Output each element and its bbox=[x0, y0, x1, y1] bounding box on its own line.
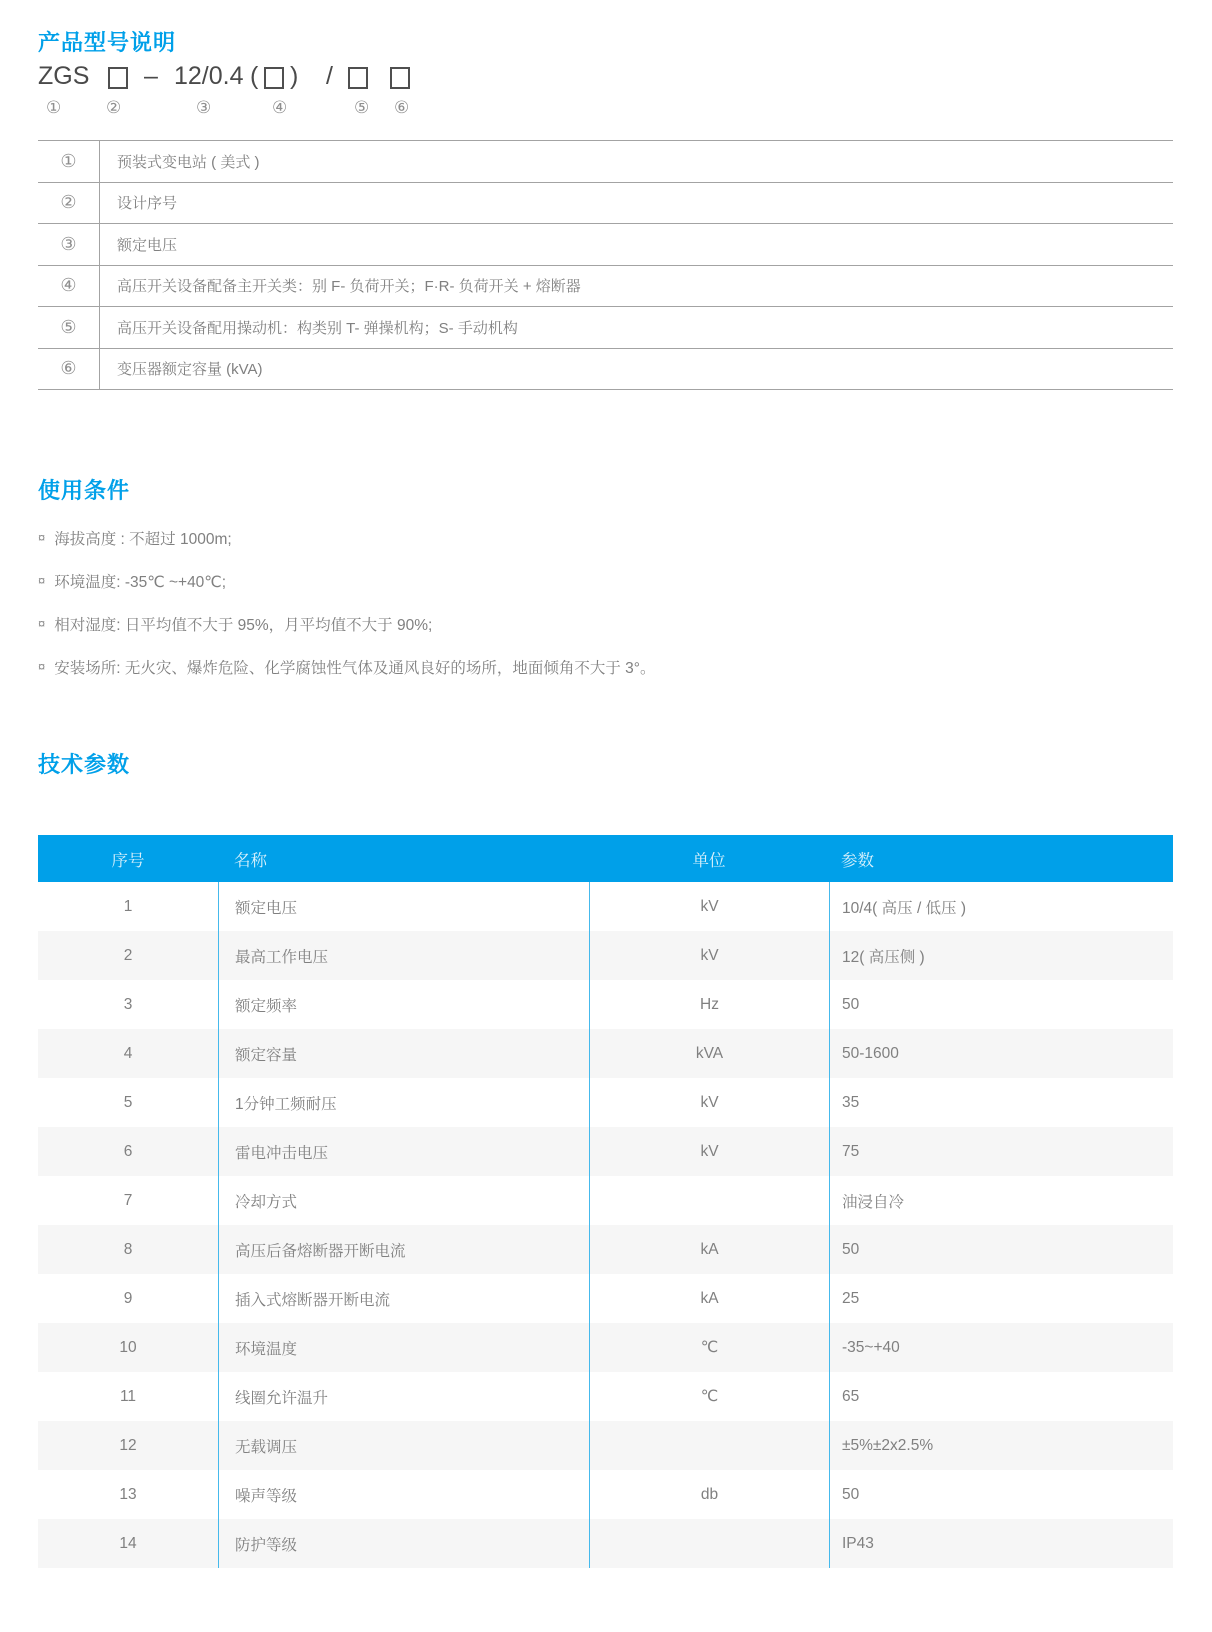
model-legend-row bbox=[38, 224, 1173, 266]
model-code-markers bbox=[38, 98, 638, 122]
cell-name: 线圈允许温升 bbox=[218, 1372, 589, 1421]
header-value: 参数 bbox=[841, 851, 874, 870]
marker-1: ① bbox=[46, 98, 62, 117]
model-legend-row bbox=[38, 183, 1173, 225]
cell-unit: ℃ bbox=[589, 1372, 829, 1421]
cell-name: 1分钟工频耐压 bbox=[218, 1078, 589, 1127]
table-row bbox=[38, 1127, 1173, 1176]
cell-value: 50 bbox=[829, 980, 1173, 1029]
cell-name: 高压后备熔断器开断电流 bbox=[218, 1225, 589, 1274]
cell-unit: kV bbox=[589, 1078, 829, 1127]
table-row bbox=[38, 1323, 1173, 1372]
conditions-list bbox=[38, 516, 1138, 688]
legend-number: ⑥ bbox=[38, 349, 100, 390]
cell-no: 12 bbox=[119, 1436, 137, 1454]
cell-name: 噪声等级 bbox=[218, 1470, 589, 1519]
table-row bbox=[38, 1078, 1173, 1127]
legend-number: ① bbox=[38, 141, 100, 182]
cell-no: 9 bbox=[123, 1289, 133, 1307]
bullet-icon: ¤ bbox=[38, 530, 46, 545]
cell-unit: kV bbox=[589, 931, 829, 980]
model-legend-row bbox=[38, 349, 1173, 391]
marker-6: ⑥ bbox=[394, 98, 410, 117]
legend-description: 变压器额定容量 (kVA) bbox=[117, 361, 263, 379]
cell-value: IP43 bbox=[829, 1519, 1173, 1568]
cell-name: 无载调压 bbox=[218, 1421, 589, 1470]
cell-name: 防护等级 bbox=[218, 1519, 589, 1568]
cell-value: 50 bbox=[829, 1470, 1173, 1519]
cell-value: 50-1600 bbox=[829, 1029, 1173, 1078]
cell-value: 25 bbox=[829, 1274, 1173, 1323]
cell-name: 环境温度 bbox=[218, 1323, 589, 1372]
model-code-dash: – bbox=[144, 62, 158, 90]
marker-2: ② bbox=[106, 98, 122, 117]
cell-no: 10 bbox=[119, 1338, 137, 1356]
placeholder-box-icon bbox=[390, 67, 410, 89]
cell-no: 3 bbox=[123, 995, 133, 1013]
cell-value: 12( 高压侧 ) bbox=[829, 931, 1173, 980]
marker-3: ③ bbox=[196, 98, 212, 117]
cell-value: 50 bbox=[829, 1225, 1173, 1274]
condition-text: 安装场所: 无火灾、爆炸危险、化学腐蚀性气体及通风良好的场所，地面倾角不大于 3°。 bbox=[54, 659, 656, 677]
cell-name: 额定电压 bbox=[218, 882, 589, 931]
cell-name: 最高工作电压 bbox=[218, 931, 589, 980]
cell-unit: kV bbox=[589, 1127, 829, 1176]
cell-no: 11 bbox=[119, 1387, 137, 1405]
model-legend-table bbox=[38, 140, 1173, 390]
header-name: 名称 bbox=[234, 851, 267, 870]
cell-no: 8 bbox=[123, 1240, 133, 1258]
cell-unit: kVA bbox=[589, 1029, 829, 1078]
cell-unit: ℃ bbox=[589, 1323, 829, 1372]
cell-no: 6 bbox=[123, 1142, 133, 1160]
model-legend-row bbox=[38, 266, 1173, 308]
table-row bbox=[38, 882, 1173, 931]
condition-text: 海拔高度 : 不超过 1000m; bbox=[54, 530, 232, 548]
marker-5: ⑤ bbox=[354, 98, 370, 117]
table-row bbox=[38, 1029, 1173, 1078]
model-legend-row bbox=[38, 141, 1173, 183]
legend-description: 额定电压 bbox=[117, 236, 178, 254]
legend-number: ⑤ bbox=[38, 307, 100, 348]
bullet-icon: ¤ bbox=[38, 573, 46, 588]
model-code-close-paren: ) bbox=[290, 62, 299, 90]
cell-unit: kA bbox=[589, 1225, 829, 1274]
condition-text: 相对湿度: 日平均值不大于 95%，月平均值不大于 90%; bbox=[54, 616, 433, 634]
model-code-prefix: ZGS bbox=[38, 62, 90, 90]
cell-no: 13 bbox=[119, 1485, 137, 1503]
cell-value: -35~+40 bbox=[829, 1323, 1173, 1372]
table-row bbox=[38, 1225, 1173, 1274]
cell-value: 65 bbox=[829, 1372, 1173, 1421]
conditions-section-title: 使用条件 bbox=[38, 478, 131, 503]
table-row bbox=[38, 1372, 1173, 1421]
model-code-open-paren: ( bbox=[250, 62, 259, 90]
placeholder-box-icon bbox=[108, 67, 128, 89]
params-section-title: 技术参数 bbox=[38, 752, 131, 777]
model-code-rating: 12/0.4 bbox=[174, 62, 244, 90]
cell-no: 4 bbox=[123, 1044, 133, 1062]
bullet-icon: ¤ bbox=[38, 659, 46, 674]
cell-unit: kA bbox=[589, 1274, 829, 1323]
table-row bbox=[38, 1519, 1173, 1568]
cell-unit: kV bbox=[589, 882, 829, 931]
model-legend-row bbox=[38, 307, 1173, 349]
cell-no: 7 bbox=[123, 1191, 133, 1209]
table-row bbox=[38, 1470, 1173, 1519]
legend-description: 设计序号 bbox=[117, 195, 178, 213]
cell-value: ±5%±2x2.5% bbox=[829, 1421, 1173, 1470]
marker-4: ④ bbox=[272, 98, 288, 117]
cell-no: 5 bbox=[123, 1093, 133, 1111]
cell-value: 75 bbox=[829, 1127, 1173, 1176]
cell-name: 插入式熔断器开断电流 bbox=[218, 1274, 589, 1323]
model-code-slash: / bbox=[326, 62, 333, 90]
cell-value: 35 bbox=[829, 1078, 1173, 1127]
cell-unit: db bbox=[589, 1470, 829, 1519]
cell-name: 雷电冲击电压 bbox=[218, 1127, 589, 1176]
cell-name: 额定容量 bbox=[218, 1029, 589, 1078]
model-section-title: 产品型号说明 bbox=[38, 30, 177, 55]
tech-params-table bbox=[38, 835, 1173, 1568]
cell-name: 额定频率 bbox=[218, 980, 589, 1029]
legend-description: 预装式变电站 ( 美式 ) bbox=[117, 153, 260, 171]
cell-unit bbox=[589, 1421, 829, 1470]
table-row bbox=[38, 980, 1173, 1029]
legend-number: ② bbox=[38, 183, 100, 224]
condition-item bbox=[38, 559, 1138, 602]
cell-no: 2 bbox=[123, 946, 133, 964]
cell-unit bbox=[589, 1519, 829, 1568]
model-code bbox=[38, 62, 638, 98]
cell-value: 油浸自冷 bbox=[829, 1176, 1173, 1225]
condition-item bbox=[38, 645, 1138, 688]
legend-description: 高压开关设备配用操动机：构类别 T- 弹操机构；S- 手动机构 bbox=[117, 319, 518, 337]
table-row bbox=[38, 1421, 1173, 1470]
cell-no: 14 bbox=[119, 1534, 137, 1552]
cell-value: 10/4( 高压 / 低压 ) bbox=[829, 882, 1173, 931]
condition-text: 环境温度: -35℃ ~+40℃; bbox=[54, 573, 227, 591]
legend-description: 高压开关设备配备主开关类：别 F- 负荷开关；F·R- 负荷开关 + 熔断器 bbox=[117, 278, 581, 296]
table-row bbox=[38, 1176, 1173, 1225]
condition-item bbox=[38, 602, 1138, 645]
tech-table-body bbox=[38, 882, 1173, 1568]
table-row bbox=[38, 1274, 1173, 1323]
cell-name: 冷却方式 bbox=[218, 1176, 589, 1225]
legend-number: ③ bbox=[38, 224, 100, 265]
header-unit: 单位 bbox=[692, 851, 726, 870]
placeholder-box-icon bbox=[264, 67, 284, 89]
cell-unit bbox=[589, 1176, 829, 1225]
legend-number: ④ bbox=[38, 266, 100, 307]
bullet-icon: ¤ bbox=[38, 616, 46, 631]
table-row bbox=[38, 931, 1173, 980]
header-no: 序号 bbox=[111, 851, 145, 870]
cell-no: 1 bbox=[123, 897, 133, 915]
placeholder-box-icon bbox=[348, 67, 368, 89]
condition-item bbox=[38, 516, 1138, 559]
tech-table-header bbox=[38, 835, 1173, 882]
cell-unit: Hz bbox=[589, 980, 829, 1029]
